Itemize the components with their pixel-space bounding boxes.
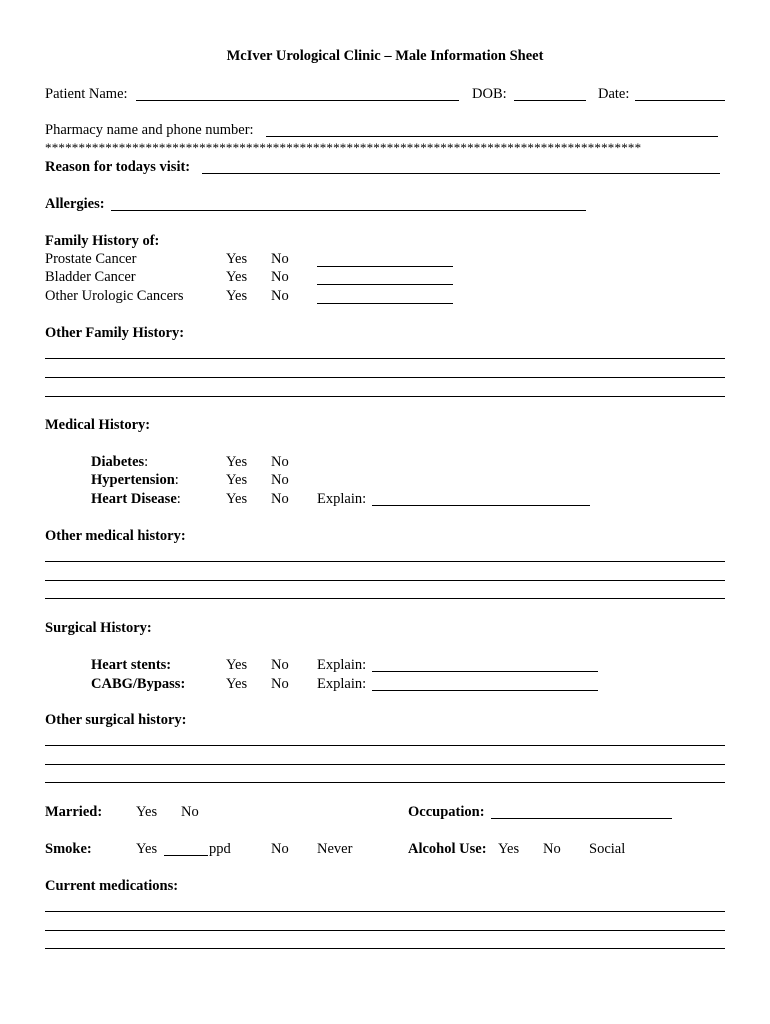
family-history-label: Bladder Cancer	[45, 269, 136, 285]
yes-option[interactable]: Yes	[226, 472, 248, 488]
no-option[interactable]: No	[271, 288, 289, 304]
yes-option[interactable]: Yes	[226, 269, 248, 285]
family-history-label: Other Urologic Cancers	[45, 288, 184, 304]
date-label: Date:	[598, 86, 630, 102]
writing-line[interactable]	[45, 930, 725, 931]
pharmacy-label: Pharmacy name and phone number:	[45, 122, 254, 138]
condition-name: Hypertension	[91, 472, 175, 488]
current-medications-label: Current medications:	[45, 878, 179, 894]
colon: :	[144, 454, 149, 470]
family-history-label: Prostate Cancer	[45, 251, 137, 267]
writing-line[interactable]	[45, 396, 725, 397]
writing-line[interactable]	[45, 377, 725, 378]
condition-name: Heart Disease	[91, 491, 177, 507]
surgical-history-label: CABG/Bypass:	[91, 676, 186, 692]
pharmacy-field[interactable]	[266, 136, 718, 137]
separator: *****************************************************************************************	[45, 140, 642, 155]
dob-field[interactable]	[514, 100, 586, 101]
no-option[interactable]: No	[271, 491, 289, 507]
patient-name-label: Patient Name:	[45, 86, 128, 102]
occupation-label: Occupation:	[408, 804, 485, 820]
allergies-field[interactable]	[111, 210, 586, 211]
family-history-heading: Family History of:	[45, 233, 160, 249]
medical-history-label	[91, 471, 179, 489]
reason-field[interactable]	[202, 173, 720, 174]
medical-history-heading: Medical History:	[45, 417, 151, 433]
smoke-never-option[interactable]: Never	[317, 841, 353, 857]
writing-line[interactable]	[45, 561, 725, 562]
married-no-option[interactable]: No	[181, 804, 199, 820]
other-medical-history-label: Other medical history:	[45, 528, 186, 544]
no-option[interactable]: No	[271, 269, 289, 285]
smoke-label: Smoke:	[45, 841, 92, 857]
yes-option[interactable]: Yes	[226, 657, 248, 673]
married-yes-option[interactable]: Yes	[136, 804, 158, 820]
explain-field[interactable]	[372, 690, 598, 691]
writing-line[interactable]	[45, 358, 725, 359]
date-field[interactable]	[635, 100, 725, 101]
other-family-history-label: Other Family History:	[45, 325, 185, 341]
writing-line[interactable]	[45, 948, 725, 949]
family-history-field[interactable]	[317, 303, 453, 304]
ppd-field[interactable]	[164, 855, 208, 856]
patient-name-field[interactable]	[136, 100, 459, 101]
colon: :	[174, 472, 179, 488]
yes-option[interactable]: Yes	[226, 676, 248, 692]
no-option[interactable]: No	[271, 472, 289, 488]
family-history-field[interactable]	[317, 284, 453, 285]
no-option[interactable]: No	[271, 454, 289, 470]
medical-history-label	[91, 453, 148, 471]
writing-line[interactable]	[45, 580, 725, 581]
alcohol-label: Alcohol Use:	[408, 841, 487, 857]
allergies-label: Allergies:	[45, 196, 105, 212]
page-title: McIver Urological Clinic – Male Information Sheet	[226, 48, 544, 64]
yes-option[interactable]: Yes	[226, 288, 248, 304]
reason-label: Reason for todays visit:	[45, 159, 191, 175]
other-surgical-history-label: Other surgical history:	[45, 712, 187, 728]
smoke-no-option[interactable]: No	[271, 841, 289, 857]
explain-label: Explain:	[317, 657, 367, 673]
smoke-yes-option[interactable]: Yes	[136, 841, 158, 857]
explain-field[interactable]	[372, 505, 590, 506]
occupation-field[interactable]	[491, 818, 672, 819]
writing-line[interactable]	[45, 745, 725, 746]
writing-line[interactable]	[45, 782, 725, 783]
explain-label: Explain:	[317, 491, 367, 507]
no-option[interactable]: No	[271, 251, 289, 267]
no-option[interactable]: No	[271, 676, 289, 692]
yes-option[interactable]: Yes	[226, 454, 248, 470]
explain-field[interactable]	[372, 671, 598, 672]
married-label: Married:	[45, 804, 103, 820]
ppd-label: ppd	[209, 841, 231, 857]
alcohol-no-option[interactable]: No	[543, 841, 561, 857]
alcohol-social-option[interactable]: Social	[589, 841, 626, 857]
explain-label: Explain:	[317, 676, 367, 692]
medical-history-label	[91, 490, 181, 508]
alcohol-yes-option[interactable]: Yes	[498, 841, 520, 857]
writing-line[interactable]	[45, 764, 725, 765]
yes-option[interactable]: Yes	[226, 251, 248, 267]
surgical-history-heading: Surgical History:	[45, 620, 152, 636]
condition-name: Diabetes	[91, 454, 145, 470]
writing-line[interactable]	[45, 598, 725, 599]
yes-option[interactable]: Yes	[226, 491, 248, 507]
family-history-field[interactable]	[317, 266, 453, 267]
dob-label: DOB:	[472, 86, 507, 102]
no-option[interactable]: No	[271, 657, 289, 673]
surgical-history-label: Heart stents:	[91, 657, 172, 673]
writing-line[interactable]	[45, 911, 725, 912]
colon: :	[176, 491, 181, 507]
